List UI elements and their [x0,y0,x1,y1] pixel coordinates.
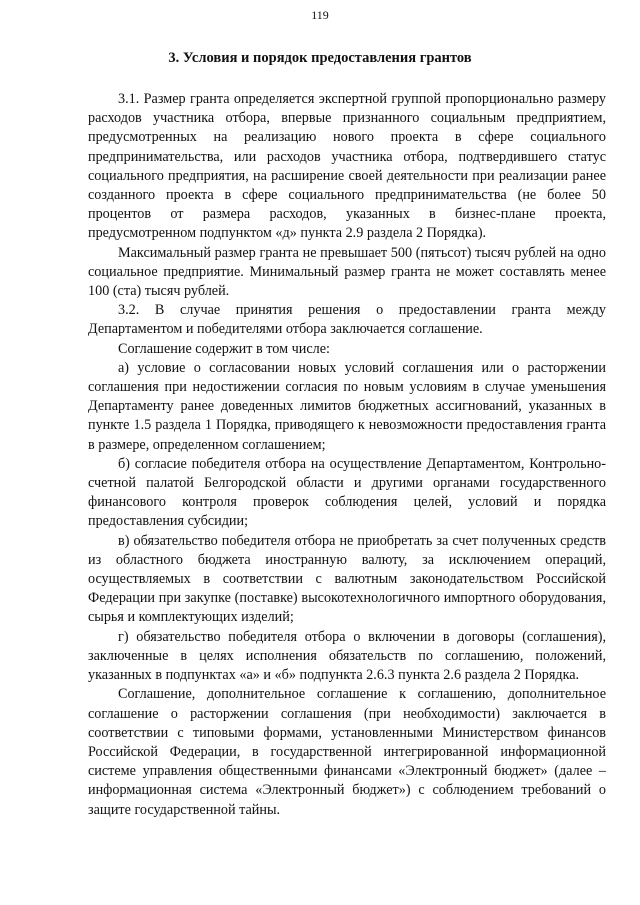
paragraph-3-1: 3.1. Размер гранта определяется экспертной группой пропорционально размеру расходов участника отбора, впервые признанного социальным предприятием, предусмотренных на реализацию нового проекта в сфере социального предпринимательства, или расходов участника отбора, подтвердившего статус социального предприятия, на расширение своей деятельности при реализации ранее созданного проекта в сфере социального предпринимательства (не более 50 процентов от размера расходов, указанных в бизнес-плане проекта, предусмотренном подпунктом «д» пункта 2.9 раздела 2 Порядка). [88,91,606,242]
paragraph-item-v: в) обязательство победителя отбора не приобретать за счет полученных средств из областного бюджета иностранную валюту, за исключением операций, осуществляемых в соответствии с валютным законодательством Российской Федерации при закупке (поставке) высокотехнологичного импортного оборудования, сырья и комплектующих изделий; [88,532,606,626]
paragraph-agreement-contains: Соглашение содержит в том числе: [118,340,330,357]
paragraph-max-grant: Максимальный размер гранта не превышает 500 (пятьсот) тысяч рублей на одно социальное предприятие. Минимальный размер гранта не может составлять менее 100 (ста) тысяч рублей. [88,244,606,300]
paragraph-agreement-forms: Соглашение, дополнительное соглашение к соглашению, дополнительное соглашение о расторжении соглашения (при необходимости) заключается в соответствии с типовыми формами, установленными Министерством финансов Российской Федерации, в государственной интегрированной информационной системе управления общественными финансами «Электронный бюджет» (далее – информационная система «Электронный бюджет») с соблюдением требований о защите государственной тайны. [88,686,606,818]
paragraph-item-g: г) обязательство победителя отбора о включении в договоры (соглашения), заключенные в целях исполнения обязательств по соглашению, положений, указанных в подпунктах «а» и «б» подпункта 2.6.3 пункта 2.6 раздела 2 Порядка. [88,628,606,684]
paragraph-item-b: б) согласие победителя отбора на осуществление Департаментом, Контрольно-счетной палатой Белгородской области и другими органами государственного финансового контроля проверок соблюдения целей, условий и порядка предоставления субсидии; [88,455,606,530]
document-body [88,90,606,820]
paragraph-item-a: а) условие о согласовании новых условий соглашения или о расторжении соглашения при недостижении согласия по новым условиям в случае уменьшения Департаменту ранее доведенных лимитов бюджетных ассигнований, указанных в пункте 1.5 раздела 1 Порядка, приводящего к невозможности предоставления гранта в размере, определенном соглашением; [88,359,606,453]
page-number: 119 [311,8,329,22]
paragraph-3-2: 3.2. В случае принятия решения о предоставлении гранта между Департаментом и победителями отбора заключается соглашение. [88,302,606,338]
section-heading: 3. Условия и порядок предоставления грантов [168,50,472,66]
